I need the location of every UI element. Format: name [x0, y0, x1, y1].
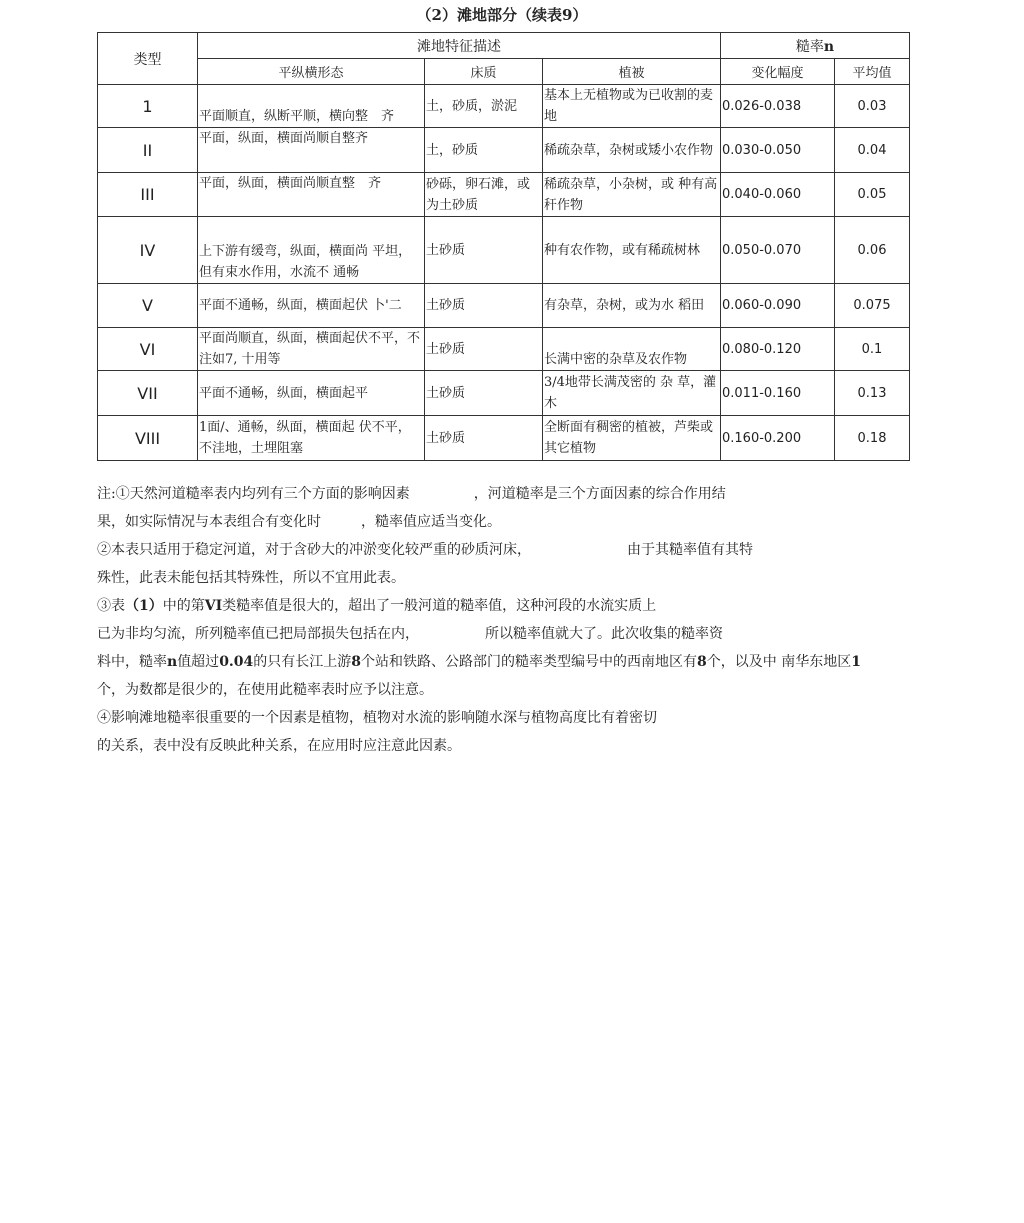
row-bed: 土，砂质，淤泥 — [425, 85, 543, 128]
row-plan-section: 平面，纵面，横面尚顺自整齐 — [198, 128, 425, 173]
row-range: 0.160-0.200 — [721, 416, 835, 461]
row-avg: 0.04 — [835, 128, 910, 173]
note-line — [97, 536, 977, 564]
header-range: 变化幅度 — [721, 59, 835, 85]
row-vegetation: 长满中密的杂草及农作物 — [543, 328, 721, 371]
row-vegetation: 全断面有稠密的植被，芦柴或其它植物 — [543, 416, 721, 461]
header-roughness-label: 糙率 — [795, 38, 824, 55]
note-3-threshold: 0.04 — [219, 654, 254, 670]
note-3-part-h: 的只有长江上游 — [253, 654, 352, 670]
row-plan-section: 1面/、通畅，纵面，横面起 伏不平，不洼地，土埋阻塞 — [198, 416, 425, 461]
row-avg: 0.06 — [835, 217, 910, 284]
row-bed: 土砂质 — [425, 217, 543, 284]
note-3-part-g: 值超过 — [177, 654, 220, 670]
row-type: VII — [98, 371, 198, 416]
note-line — [97, 480, 977, 508]
row-range: 0.040-0.060 — [721, 173, 835, 217]
note-3-part-d: 已为非均匀流，所列糙率值已把局部损失包括在内， — [97, 626, 419, 642]
table-row — [98, 173, 910, 217]
row-plan-section: 平面不通畅，纵面，横面起平 — [198, 371, 425, 416]
row-bed: 土砂质 — [425, 416, 543, 461]
note-3-count-b: 8 — [697, 654, 707, 670]
roughness-table — [97, 32, 910, 461]
row-bed: 土砂质 — [425, 328, 543, 371]
header-avg: 平均值 — [835, 59, 910, 85]
note-line — [97, 564, 977, 592]
row-vegetation: 稀疏杂草，杂树或矮小农作物 — [543, 128, 721, 173]
note-1-part-d: ，糙率值应适当变化。 — [361, 514, 501, 530]
header-type: 类型 — [98, 33, 198, 85]
note-line — [97, 648, 977, 676]
note-3-part-j: 个，以及中 南华东地区 — [706, 654, 852, 670]
table-row — [98, 328, 910, 371]
row-plan-section: 平面顺直，纵断平顺，横向整 齐 — [198, 85, 425, 128]
row-avg: 0.05 — [835, 173, 910, 217]
note-4-part-b: 的关系，表中没有反映此种关系，在应用时应注意此因素。 — [97, 738, 461, 754]
row-range: 0.011-0.160 — [721, 371, 835, 416]
header-roughness-symbol: n — [823, 38, 835, 55]
note-3-part-f: 料中，糙率 — [97, 654, 167, 670]
row-bed: 土砂质 — [425, 371, 543, 416]
table-row — [98, 217, 910, 284]
row-bed: 砂砾，卵石滩，或为土砂质 — [425, 173, 543, 217]
note-3-part-e: 所以糙率值就大了。此次收集的糙率资 — [485, 626, 723, 642]
note-3-n-symbol: n — [167, 654, 178, 670]
note-1-part-b: ，河道糙率是三个方面因素的综合作用结 — [473, 486, 726, 502]
note-3-part-i: 个站和铁路、公路部门的糙率类型编号中的西南地区有 — [361, 654, 698, 670]
table-row — [98, 284, 910, 328]
row-type: IV — [98, 217, 198, 284]
row-range: 0.026-0.038 — [721, 85, 835, 128]
note-1-part-a: 注:①天然河道糙率表内均列有三个方面的影响因素 — [97, 486, 410, 502]
row-avg: 0.1 — [835, 328, 910, 371]
note-2-part-a: ②本表只适用于稳定河道，对于含砂大的冲淤变化较严重的砂质河床， — [97, 542, 531, 558]
row-type: VIII — [98, 416, 198, 461]
row-vegetation: 有杂草，杂树，或为水 稻田 — [543, 284, 721, 328]
table-row — [98, 416, 910, 461]
row-range: 0.050-0.070 — [721, 217, 835, 284]
row-type: VI — [98, 328, 198, 371]
header-features: 滩地特征描述 — [198, 33, 721, 59]
row-vegetation: 稀疏杂草，小杂树，或 种有高秆作物 — [543, 173, 721, 217]
row-plan-section: 平面尚顺直，纵面，横面起伏不平，不注如7, 十用等 — [198, 328, 425, 371]
header-vegetation: 植被 — [543, 59, 721, 85]
note-3-part-k: 个，为数都是很少的，在使用此糙率表时应予以注意。 — [97, 682, 433, 698]
row-range: 0.080-0.120 — [721, 328, 835, 371]
row-range: 0.060-0.090 — [721, 284, 835, 328]
header-bed: 床质 — [425, 59, 543, 85]
row-type: III — [98, 173, 198, 217]
note-2-part-b: 由于其糙率值有其特 — [627, 542, 753, 558]
note-3-class-ref: VI — [204, 598, 223, 614]
row-type: II — [98, 128, 198, 173]
header-plan-section: 平纵横形态 — [198, 59, 425, 85]
note-line — [97, 732, 977, 760]
row-avg: 0.03 — [835, 85, 910, 128]
row-plan-section: 上下游有缓弯，纵面，横面尚 平坦，但有束水作用，水流不 通畅 — [198, 217, 425, 284]
note-line — [97, 620, 977, 648]
notes-section — [97, 480, 977, 760]
row-range: 0.030-0.050 — [721, 128, 835, 173]
row-type: V — [98, 284, 198, 328]
note-3-part-b: 中的第 — [162, 598, 205, 614]
row-plan-section: 平面，纵面，横面尚顺直整 齐 — [198, 173, 425, 217]
note-3-part-a: ③表 — [97, 598, 125, 614]
note-2-part-c: 殊性，此表未能包括其特殊性，所以不宜用此表。 — [97, 570, 405, 586]
row-plan-section: 平面不通畅，纵面，横面起伏 卜'二 — [198, 284, 425, 328]
note-line — [97, 704, 977, 732]
table-row — [98, 85, 910, 128]
row-bed: 土，砂质 — [425, 128, 543, 173]
note-line — [97, 508, 977, 536]
row-type: 1 — [98, 85, 198, 128]
row-vegetation: 3/4地带长满茂密的 杂 草，灌木 — [543, 371, 721, 416]
row-avg: 0.13 — [835, 371, 910, 416]
row-bed: 土砂质 — [425, 284, 543, 328]
table-row — [98, 371, 910, 416]
note-3-part-c: 类糙率值是很大的，超出了一般河道的糙率值，这种河段的水流实质上 — [222, 598, 657, 614]
row-avg: 0.075 — [835, 284, 910, 328]
note-3-count-a: 8 — [351, 654, 362, 670]
row-avg: 0.18 — [835, 416, 910, 461]
note-line — [97, 592, 977, 620]
table-row — [98, 128, 910, 173]
row-vegetation: 种有农作物，或有稀疏树林 — [543, 217, 721, 284]
note-4-part-a: ④影响滩地糙率很重要的一个因素是植物，植物对水流的影响随水深与植物高度比有着密切 — [97, 710, 657, 726]
note-3-table-ref: （1） — [125, 598, 163, 614]
note-line — [97, 676, 977, 704]
table-caption: （2）滩地部分（续表9） — [416, 6, 588, 24]
header-roughness — [721, 33, 910, 59]
note-3-count-c: 1 — [851, 654, 861, 670]
note-1-part-c: 果，如实际情况与本表组合有变化时 — [97, 514, 321, 530]
row-vegetation: 基本上无植物或为已收割的麦地 — [543, 85, 721, 128]
